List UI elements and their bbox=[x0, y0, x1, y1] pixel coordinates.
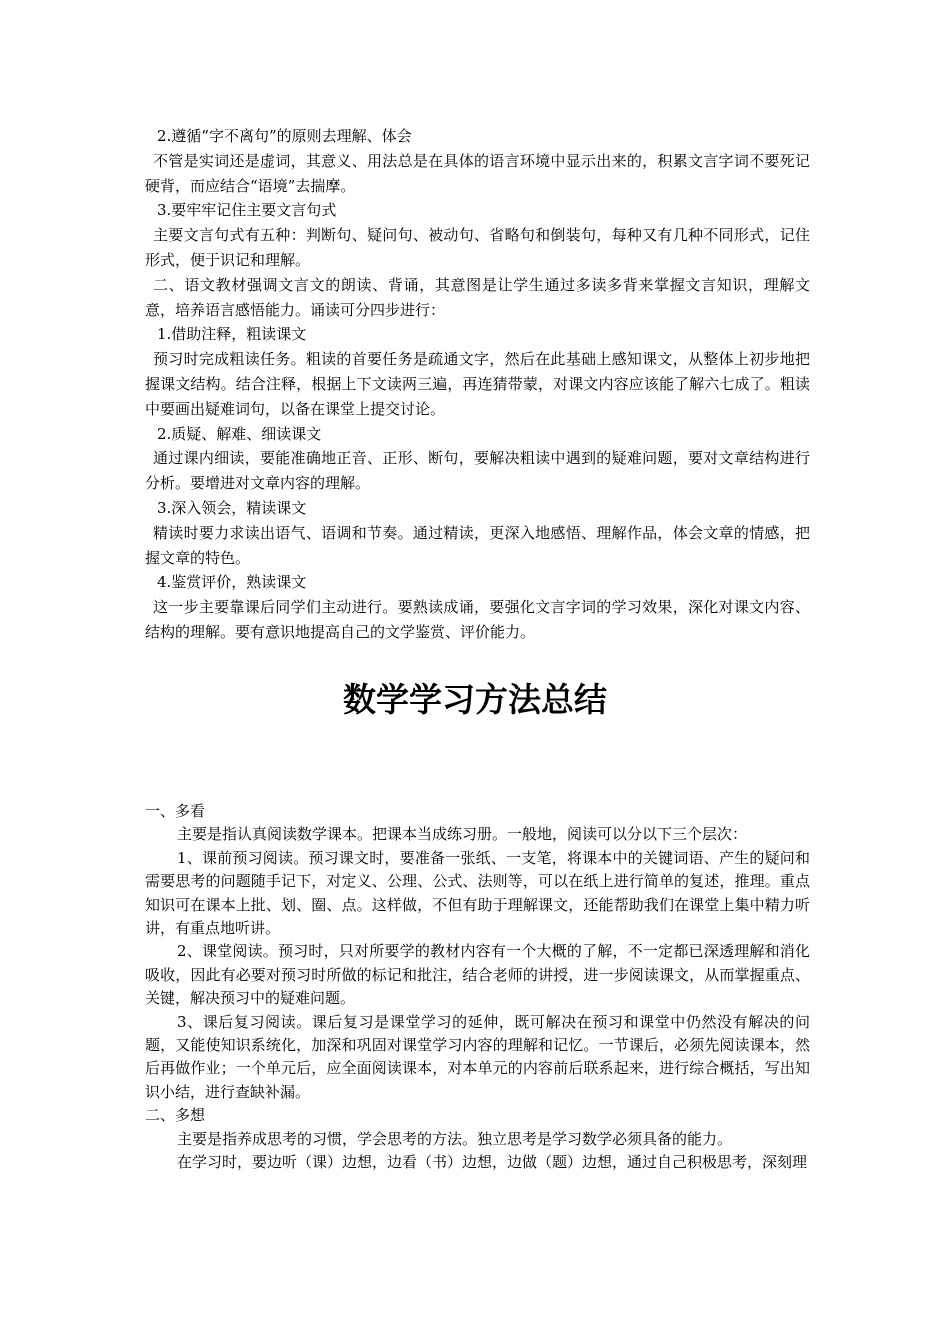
chinese-paragraph: 通过课内细读，要能准确地正音、正形、断句，要解决粗读中遇到的疑难问题，要对文章结构进行分析。要增进对文章内容的理解。 bbox=[145, 449, 810, 493]
chinese-paragraph: 不管是实词还是虚词，其意义、用法总是在具体的语言环境中显示出来的，积累文言字词不要死记硬背，而应结合“语境”去揣摩。 bbox=[145, 151, 810, 195]
math-method-section bbox=[145, 800, 810, 1175]
math-section-heading: 二、多想 bbox=[145, 1106, 206, 1125]
chinese-paragraph: 主要文言句式有五种：判断句、疑问句、被动句、省略句和倒装句，每种又有几种不同形式，记住形式，便于识记和理解。 bbox=[145, 226, 810, 269]
chinese-paragraph: 二、语文教材强调文言文的朗读、背诵，其意图是让学生通过多读多背来掌握文言知识，理解文意，培养语言感悟能力。诵读可分四步进行： bbox=[145, 275, 810, 319]
page-title: 数学学习方法总结 bbox=[343, 680, 607, 719]
chinese-subheading: 2.质疑、解难、细读课文 bbox=[157, 424, 322, 443]
math-paragraph: 在学习时，要边听（课）边想，边看（书）边想，边做（题）边想，通过自己积极思考，深刻理 bbox=[177, 1153, 808, 1172]
math-paragraph: 1、课前预习阅读。预习课文时，要准备一张纸、一支笔，将课本中的关键词语、产生的疑问和需要思考的问题随手记下，对定义、公理、公式、法则等，可以在纸上进行简单的复述，推理。重点知识可在课本上批、划、圈、点。这样做，不但有助于理解课文，还能帮助我们在课堂上集中精力听讲，有重点地听讲。 bbox=[145, 848, 810, 938]
math-paragraph: 3、课后复习阅读。课后复习是课堂学习的延伸，既可解决在预习和课堂中仍然没有解决的问题，又能使知识系统化，加深和巩固对课堂学习内容的理解和记忆。一节课后，必须先阅读课本，然后再做作业；一个单元后，应全面阅读课本，对本单元的内容前后联系起来，进行综合概括，写出知识小结，进行查缺补漏。 bbox=[145, 1012, 810, 1101]
chinese-paragraph: 预习时完成粗读任务。粗读的首要任务是疏通文字，然后在此基础上感知课文，从整体上初步地把握课文结构。结合注释，根据上下文读两三遍，再连猜带蒙，对课文内容应该能了解六七成了。粗读中要画出疑难词句，以备在课堂上提交讨论。 bbox=[145, 350, 810, 418]
chinese-subheading: 3.深入领会，精读课文 bbox=[157, 498, 307, 517]
math-paragraph: 2、课堂阅读。预习时，只对所要学的教材内容有一个大概的了解，不一定都已深透理解和消化吸收，因此有必要对预习时所做的标记和批注，结合老师的讲授，进一步阅读课文，从而掌握重点、关键，解决预习中的疑难问题。 bbox=[145, 942, 810, 1008]
math-paragraph: 主要是指养成思考的习惯，学会思考的方法。独立思考是学习数学必须具备的能力。 bbox=[177, 1129, 733, 1148]
chinese-subheading: 3.要牢牢记住主要文言句式 bbox=[157, 201, 337, 220]
math-paragraph: 主要是指认真阅读数学课本。把课本当成练习册。一般地，阅读可以分以下三个层次： bbox=[177, 825, 748, 844]
chinese-reading-section bbox=[145, 124, 810, 645]
chinese-subheading: 4.鉴赏评价，熟读课文 bbox=[157, 573, 307, 592]
chinese-paragraph: 精读时要力求读出语气、语调和节奏。通过精读，更深入地感悟、理解作品，体会文章的情感，把握文章的特色。 bbox=[145, 523, 810, 567]
math-section-heading: 一、多看 bbox=[145, 802, 206, 820]
chinese-subheading: 2.遵循“字不离句”的原则去理解、体会 bbox=[157, 127, 412, 145]
chinese-paragraph: 这一步主要靠课后同学们主动进行。要熟读成诵，要强化文言字词的学习效果，深化对课文内容、结构的理解。要有意识地提高自己的文学鉴赏、评价能力。 bbox=[145, 598, 810, 641]
chinese-subheading: 1.借助注释，粗读课文 bbox=[157, 325, 307, 344]
